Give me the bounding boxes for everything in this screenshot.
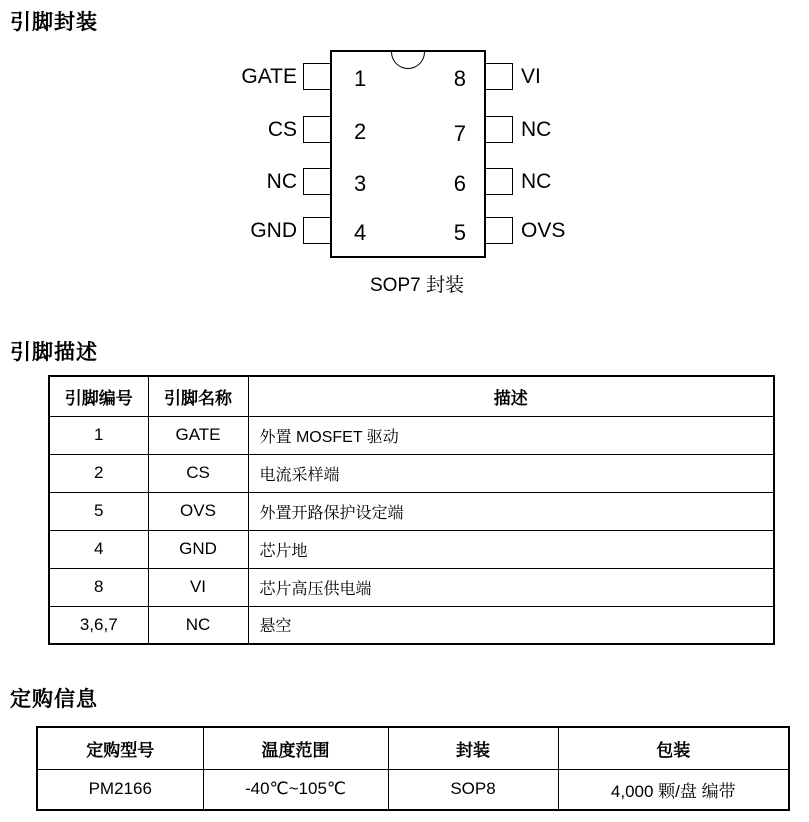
col-header-temp-range: 温度范围: [203, 727, 388, 769]
table-row: [37, 769, 789, 810]
pin-pad-7: [485, 116, 513, 143]
ordering-info-title: 定购信息: [10, 688, 98, 711]
pin-pad-6: [485, 168, 513, 195]
pin-pad-5: [485, 217, 513, 244]
table-row: [49, 568, 774, 606]
pin-pad-1: [303, 63, 331, 90]
ordering-info-table: [36, 726, 790, 811]
col-header-pin-number: 引脚编号: [49, 376, 148, 416]
pin-description-table: [48, 375, 775, 645]
pin-pad-4: [303, 217, 331, 244]
pin-name-cell: CS: [148, 454, 248, 492]
table-row: [49, 530, 774, 568]
pin-package-title: 引脚封装: [10, 11, 98, 34]
pin-label-gnd: GND: [250, 219, 297, 242]
col-header-package: 封装: [388, 727, 558, 769]
pin-number-cell: 3,6,7: [49, 606, 148, 644]
pin-pad-3: [303, 168, 331, 195]
package-cell: SOP8: [388, 769, 558, 810]
pin-desc-cell: 电流采样端: [248, 454, 774, 492]
pin-desc-cell: 芯片地: [248, 530, 774, 568]
col-header-description: 描述: [248, 376, 774, 416]
part-number-cell: PM2166: [37, 769, 203, 810]
pin-number-7: 7: [453, 121, 466, 146]
table-row: [49, 416, 774, 454]
pin-desc-cell: 外置开路保护设定端: [248, 492, 774, 530]
pin-number-3: 3: [354, 171, 367, 196]
pin-label-nc7: NC: [521, 118, 552, 141]
pin-label-nc6: NC: [521, 170, 552, 193]
pin-label-nc3: NC: [266, 170, 297, 193]
pin-label-cs: CS: [267, 118, 297, 141]
pin-desc-cell: 芯片高压供电端: [248, 568, 774, 606]
package-caption: SOP7 封装: [370, 275, 464, 296]
temp-range-cell: -40℃~105℃: [203, 769, 388, 810]
pin-number-cell: 4: [49, 530, 148, 568]
table-header-row: [37, 727, 789, 769]
pin-name-cell: NC: [148, 606, 248, 644]
ic-body: [330, 50, 486, 258]
col-header-part-number: 定购型号: [37, 727, 203, 769]
table-header-row: [49, 376, 774, 416]
packing-cell: 4,000 颗/盘 编带: [558, 769, 789, 810]
table-row: [49, 606, 774, 644]
pin-desc-cell: 外置 MOSFET 驱动: [248, 416, 774, 454]
pin-label-vi: VI: [521, 65, 541, 88]
pin-name-cell: VI: [148, 568, 248, 606]
pin-desc-cell: 悬空: [248, 606, 774, 644]
pin-number-6: 6: [453, 171, 466, 196]
pin-label-gate: GATE: [241, 65, 297, 88]
pin-number-cell: 8: [49, 568, 148, 606]
pin-description-title: 引脚描述: [10, 341, 98, 364]
pin-number-1: 1: [354, 66, 367, 91]
pin-number-cell: 1: [49, 416, 148, 454]
pin-name-cell: GATE: [148, 416, 248, 454]
pin-label-ovs: OVS: [521, 219, 566, 242]
pin-pad-2: [303, 116, 331, 143]
pin-pad-8: [485, 63, 513, 90]
col-header-pin-name: 引脚名称: [148, 376, 248, 416]
table-row: [49, 492, 774, 530]
pin-name-cell: GND: [148, 530, 248, 568]
pin-number-4: 4: [354, 220, 367, 245]
ic-notch: [391, 52, 425, 69]
pin-number-5: 5: [453, 220, 466, 245]
table-row: [49, 454, 774, 492]
pin-number-2: 2: [354, 119, 367, 144]
pin-number-8: 8: [453, 66, 466, 91]
col-header-packing: 包装: [558, 727, 789, 769]
pin-number-cell: 2: [49, 454, 148, 492]
pin-name-cell: OVS: [148, 492, 248, 530]
pin-number-cell: 5: [49, 492, 148, 530]
